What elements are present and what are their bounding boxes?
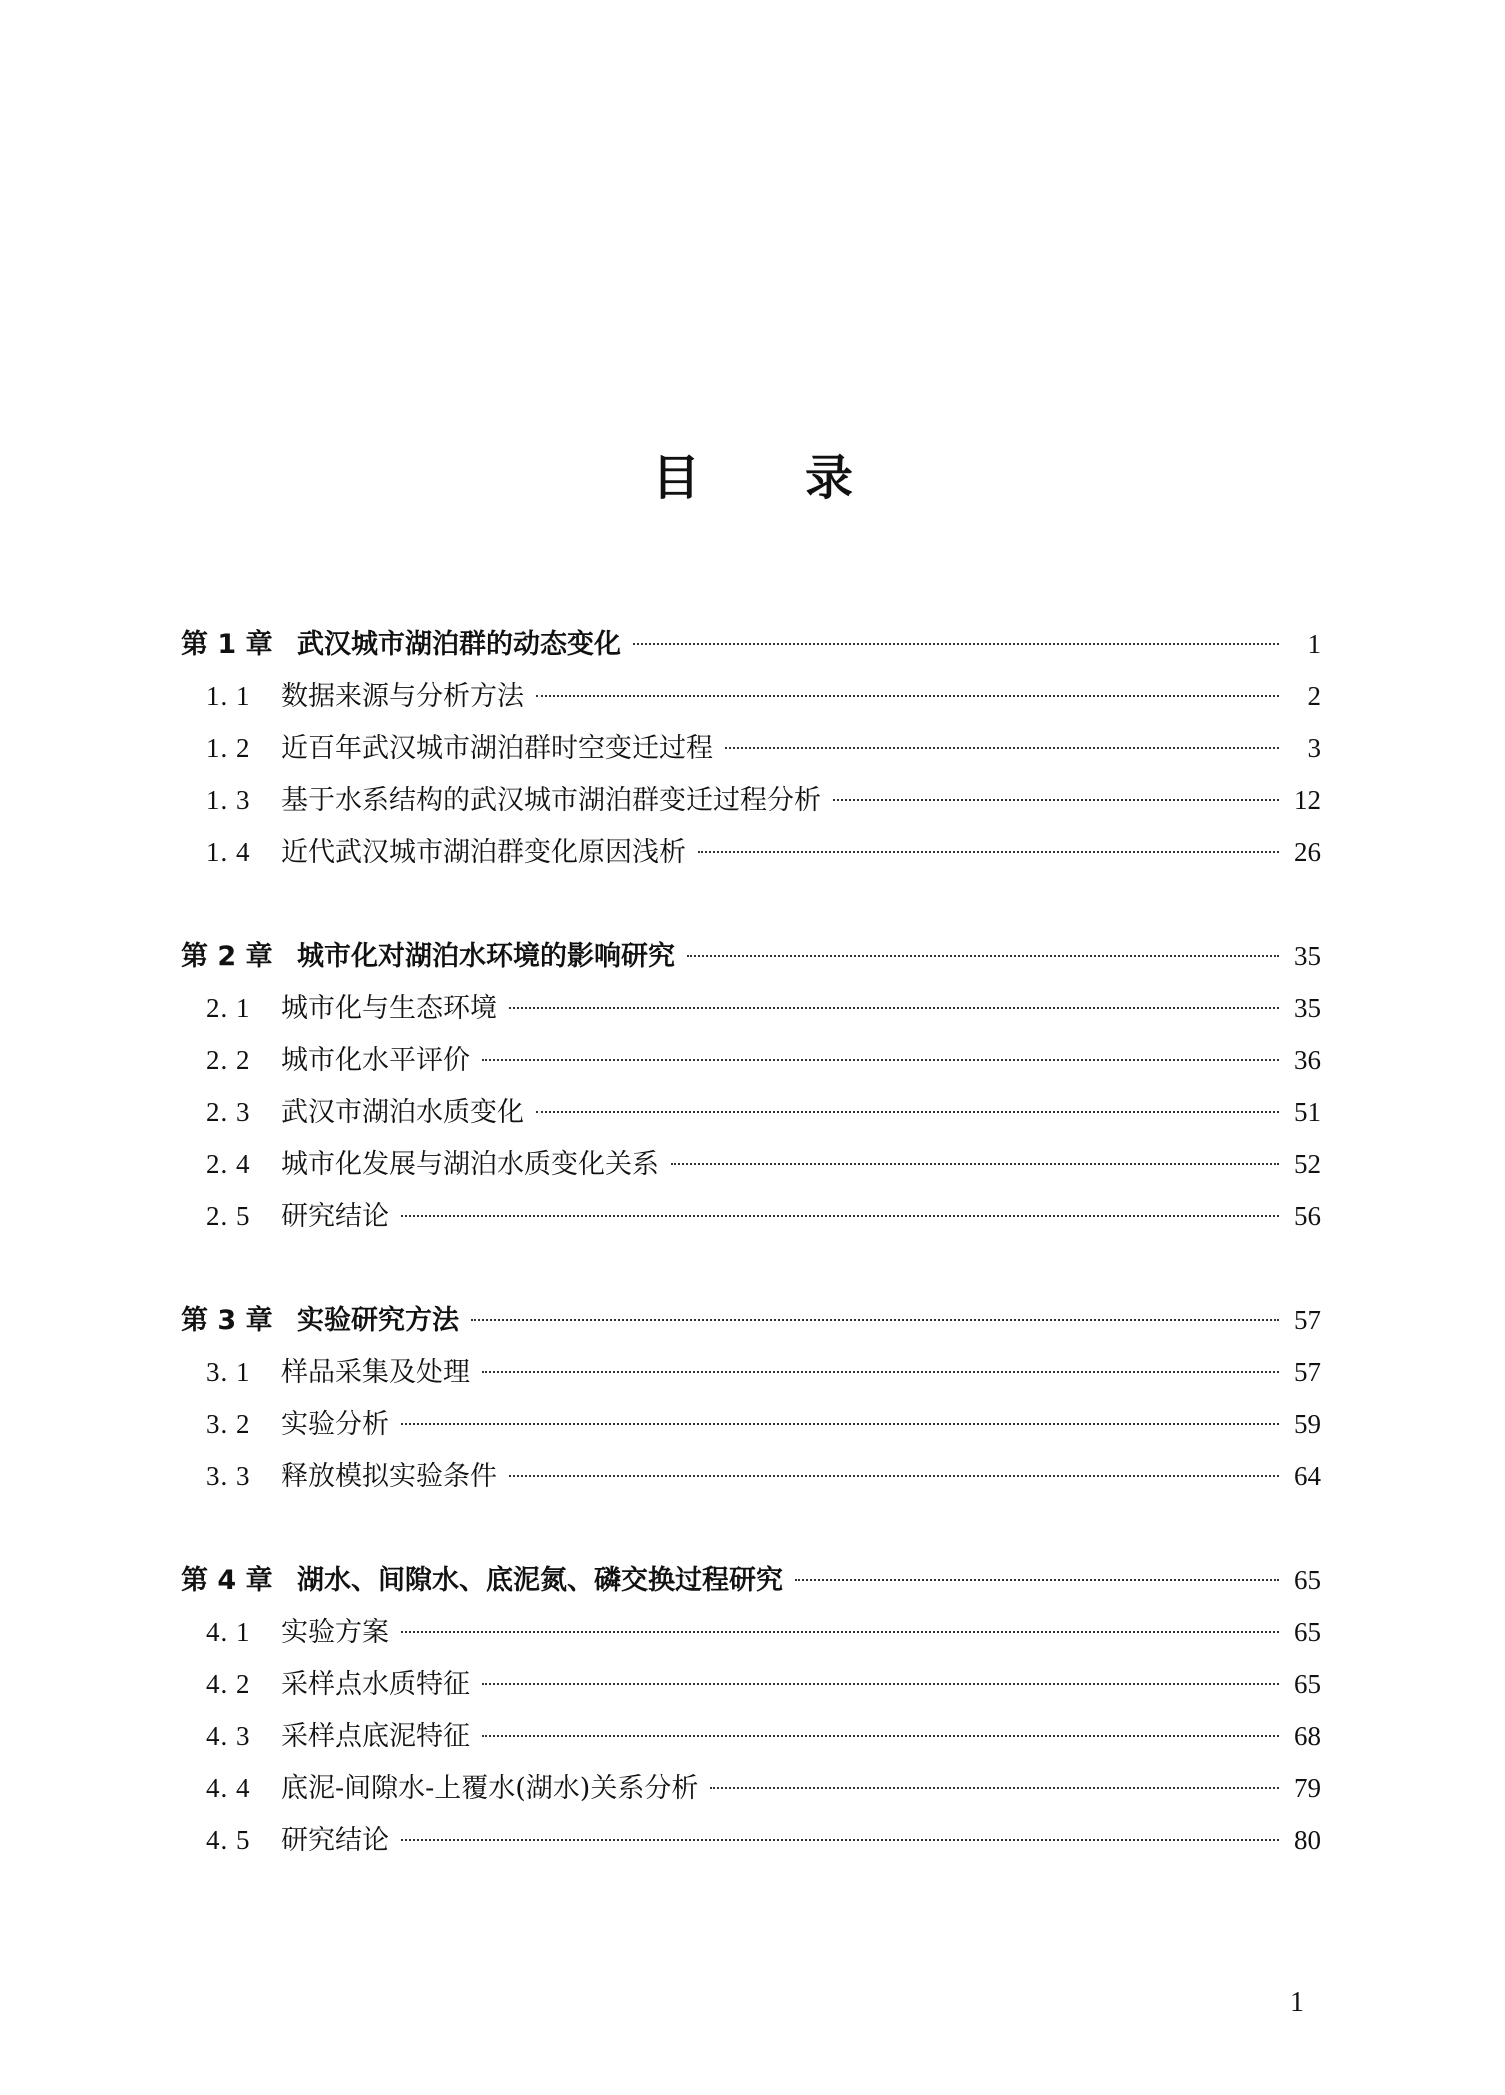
toc-entry-number: 2. 1 — [206, 993, 251, 1023]
dot-leader — [401, 1423, 1279, 1425]
toc-entry-page: 36 — [1294, 1045, 1321, 1075]
toc-entry-page: 68 — [1294, 1721, 1321, 1751]
dot-leader — [509, 1475, 1279, 1477]
dot-leader — [633, 643, 1279, 645]
toc-entry-page: 35 — [1294, 941, 1321, 971]
toc-chapter-entry[interactable] — [181, 930, 1321, 982]
toc-section-entry[interactable] — [181, 722, 1321, 774]
toc-chapter-block — [181, 618, 1321, 878]
dot-leader — [671, 1163, 1279, 1165]
toc-entry-page: 3 — [1307, 733, 1321, 763]
toc-entry-title: 近代武汉城市湖泊群变化原因浅析 — [281, 837, 686, 868]
dot-leader — [482, 1683, 1279, 1685]
toc-entry-page: 2 — [1307, 681, 1321, 711]
dot-leader — [482, 1059, 1279, 1061]
toc-entry-title: 实验研究方法 — [297, 1305, 459, 1336]
dot-leader — [698, 851, 1279, 853]
toc-entry-title: 采样点水质特征 — [281, 1669, 470, 1700]
dot-leader — [710, 1787, 1279, 1789]
page-title: 目录 — [651, 450, 958, 506]
toc-entry-title: 近百年武汉城市湖泊群时空变迁过程 — [281, 733, 713, 764]
toc-section-entry[interactable] — [181, 1658, 1321, 1710]
toc-entry-page: 79 — [1294, 1773, 1321, 1803]
toc-entry-page: 59 — [1294, 1409, 1321, 1439]
toc-section-entry[interactable] — [181, 1450, 1321, 1502]
toc-entry-title: 城市化发展与湖泊水质变化关系 — [281, 1149, 659, 1180]
toc-entry-number: 2. 5 — [206, 1201, 251, 1231]
toc-entry-number: 第 1 章 — [181, 629, 273, 660]
dot-leader — [795, 1579, 1279, 1581]
toc-entry-number: 2. 2 — [206, 1045, 251, 1075]
toc-section-entry[interactable] — [181, 1034, 1321, 1086]
toc-section-entry[interactable] — [181, 1346, 1321, 1398]
toc-section-entry[interactable] — [181, 1814, 1321, 1866]
dot-leader — [687, 955, 1279, 957]
toc-section-entry[interactable] — [181, 982, 1321, 1034]
toc-entry-page: 65 — [1294, 1617, 1321, 1647]
toc-chapter-block — [181, 1294, 1321, 1502]
toc-entry-page: 57 — [1294, 1357, 1321, 1387]
toc-entry-title: 采样点底泥特征 — [281, 1721, 470, 1752]
toc-entry-title: 研究结论 — [281, 1201, 389, 1232]
toc-entry-number: 1. 4 — [206, 837, 251, 867]
toc-section-entry[interactable] — [181, 1710, 1321, 1762]
table-of-contents — [181, 618, 1321, 1918]
toc-entry-number: 第 4 章 — [181, 1565, 273, 1596]
toc-entry-title: 实验分析 — [281, 1409, 389, 1440]
toc-chapter-block — [181, 930, 1321, 1242]
toc-entry-title: 底泥-间隙水-上覆水(湖水)关系分析 — [281, 1773, 699, 1804]
toc-section-entry[interactable] — [181, 670, 1321, 722]
toc-entry-number: 3. 3 — [206, 1461, 251, 1491]
toc-entry-number: 4. 1 — [206, 1617, 251, 1647]
toc-entry-title: 释放模拟实验条件 — [281, 1461, 497, 1492]
toc-chapter-entry[interactable] — [181, 1554, 1321, 1606]
toc-entry-number: 4. 5 — [206, 1825, 251, 1855]
dot-leader — [536, 695, 1279, 697]
toc-entry-number: 3. 2 — [206, 1409, 251, 1439]
toc-section-entry[interactable] — [181, 1606, 1321, 1658]
toc-entry-number: 4. 2 — [206, 1669, 251, 1699]
toc-entry-number: 4. 3 — [206, 1721, 251, 1751]
dot-leader — [536, 1111, 1279, 1113]
toc-entry-page: 52 — [1294, 1149, 1321, 1179]
toc-entry-page: 65 — [1294, 1565, 1321, 1595]
dot-leader — [482, 1735, 1279, 1737]
dot-leader — [401, 1839, 1279, 1841]
toc-entry-number: 第 2 章 — [181, 941, 273, 972]
dot-leader — [401, 1215, 1279, 1217]
dot-leader — [471, 1319, 1279, 1321]
page-number: 1 — [1290, 1987, 1304, 2018]
toc-chapter-entry[interactable] — [181, 1294, 1321, 1346]
toc-section-entry[interactable] — [181, 1086, 1321, 1138]
toc-entry-number: 2. 3 — [206, 1097, 251, 1127]
toc-entry-number: 1. 2 — [206, 733, 251, 763]
toc-entry-title: 城市化对湖泊水环境的影响研究 — [297, 941, 675, 972]
toc-entry-page: 64 — [1294, 1461, 1321, 1491]
toc-chapter-block — [181, 1554, 1321, 1866]
toc-entry-title: 武汉城市湖泊群的动态变化 — [297, 629, 621, 660]
toc-entry-title: 城市化水平评价 — [281, 1045, 470, 1076]
dot-leader — [401, 1631, 1279, 1633]
toc-entry-page: 57 — [1294, 1305, 1321, 1335]
toc-section-entry[interactable] — [181, 1190, 1321, 1242]
toc-entry-title: 基于水系结构的武汉城市湖泊群变迁过程分析 — [281, 785, 821, 816]
toc-entry-number: 2. 4 — [206, 1149, 251, 1179]
toc-entry-page: 12 — [1294, 785, 1321, 815]
toc-entry-page: 26 — [1294, 837, 1321, 867]
toc-entry-page: 56 — [1294, 1201, 1321, 1231]
toc-entry-page: 65 — [1294, 1669, 1321, 1699]
toc-section-entry[interactable] — [181, 1138, 1321, 1190]
toc-entry-number: 第 3 章 — [181, 1305, 273, 1336]
toc-entry-title: 武汉市湖泊水质变化 — [281, 1097, 524, 1128]
toc-entry-title: 实验方案 — [281, 1617, 389, 1648]
toc-entry-number: 1. 3 — [206, 785, 251, 815]
toc-entry-number: 1. 1 — [206, 681, 251, 711]
toc-entry-page: 35 — [1294, 993, 1321, 1023]
dot-leader — [482, 1371, 1279, 1373]
toc-section-entry[interactable] — [181, 1398, 1321, 1450]
toc-entry-title: 城市化与生态环境 — [281, 993, 497, 1024]
toc-entry-title: 样品采集及处理 — [281, 1357, 470, 1388]
toc-section-entry[interactable] — [181, 1762, 1321, 1814]
dot-leader — [833, 799, 1279, 801]
toc-entry-page: 1 — [1307, 629, 1321, 659]
toc-entry-page: 51 — [1294, 1097, 1321, 1127]
toc-entry-title: 研究结论 — [281, 1825, 389, 1856]
toc-section-entry[interactable] — [181, 826, 1321, 878]
toc-entry-page: 80 — [1294, 1825, 1321, 1855]
toc-chapter-entry[interactable] — [181, 618, 1321, 670]
toc-entry-title: 湖水、间隙水、底泥氮、磷交换过程研究 — [297, 1565, 783, 1596]
toc-entry-number: 4. 4 — [206, 1773, 251, 1803]
toc-entry-title: 数据来源与分析方法 — [281, 681, 524, 712]
toc-section-entry[interactable] — [181, 774, 1321, 826]
dot-leader — [725, 747, 1279, 749]
toc-entry-number: 3. 1 — [206, 1357, 251, 1387]
dot-leader — [509, 1007, 1279, 1009]
